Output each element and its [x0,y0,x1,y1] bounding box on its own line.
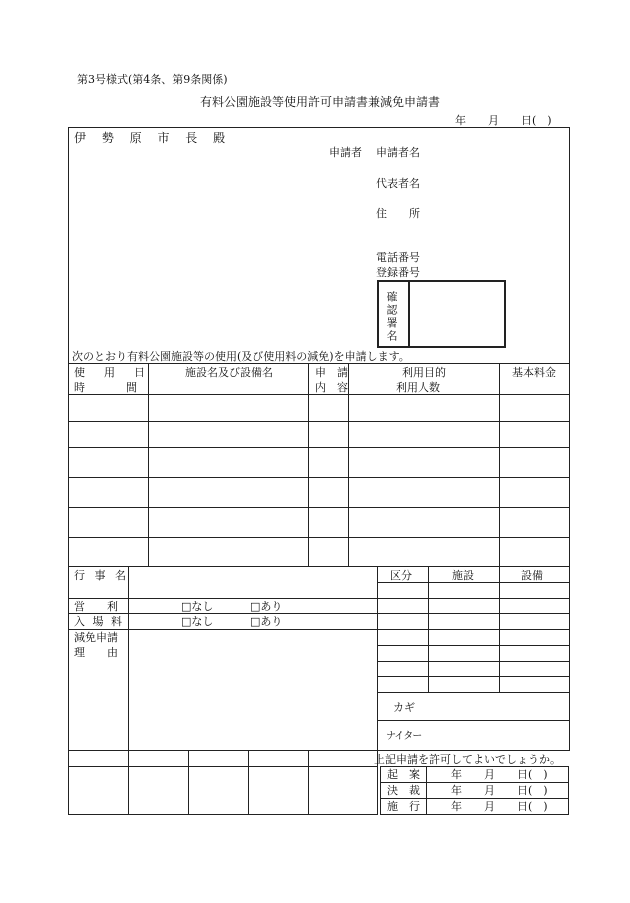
event-row-line [68,629,570,630]
fee-row-line [377,661,570,662]
approval-col-line [426,766,427,815]
stamp-col-line [248,750,249,815]
usage-row-line [68,537,570,538]
fee-category-header: 区分 [390,569,412,582]
approval-decision-date: 年 月 日( ) [451,784,548,797]
event-row-line [68,598,570,599]
usage-row-line [68,507,570,508]
application-date: 年 月 日( ) [455,114,552,127]
header-content-1: 申 請 [315,366,348,379]
stamp-col-line [128,750,129,815]
admission-yes-checkbox[interactable]: □あり [250,615,283,628]
fee-row-line [377,676,570,677]
stamp-row-line [68,766,377,767]
confirm-signature-label: 確認署名 [385,291,398,343]
event-name-label: 行 事 名 [74,569,129,582]
intro-sentence: 次のとおり有料公園施設等の使用(及び使用料の減免)を申請します。 [72,350,410,363]
approval-row-line [380,798,569,799]
nighter-label: ナイター [386,731,422,742]
profit-none-checkbox[interactable]: □なし [181,600,214,613]
approval-enforce-label: 施 行 [387,800,420,813]
profit-label: 営 利 [74,600,118,613]
usage-col-line [308,363,309,566]
event-label-col [128,566,129,750]
approval-decision-label: 決 裁 [387,784,420,797]
stamp-col-line [308,750,309,815]
usage-row-line [68,447,570,448]
fee-row-line [377,582,570,583]
approval-draft-label: 起 案 [387,768,420,781]
fee-row-line [377,720,570,721]
fee-equipment-header: 設備 [521,569,543,582]
stamp-col-line [188,750,189,815]
fee-facility-header: 施設 [452,569,474,582]
header-facility: 施設名及び設備名 [185,366,273,379]
approval-question: 上記申請を許可してよいでしょうか。 [374,753,561,766]
key-label: カギ [393,701,415,714]
header-attendees: 利用人数 [396,381,440,394]
approval-row-line [380,782,569,783]
header-usage-time: 時 間 [74,381,139,394]
application-frame [68,127,570,815]
profit-yes-checkbox[interactable]: □あり [250,600,283,613]
address-label: 住 所 [376,207,420,220]
usage-col-line [148,363,149,566]
fee-row-line [377,692,570,693]
header-content-2: 内 容 [315,381,348,394]
usage-table-top [68,363,570,364]
header-basic-fee: 基本料金 [512,366,556,379]
reduction-reason-label-2: 理 由 [74,646,118,659]
addressee: 伊 勢 原 市 長 殿 [74,131,232,145]
header-purpose: 利用目的 [402,366,446,379]
form-number: 第3号様式(第4条、第9条関係) [77,73,228,86]
page-title: 有料公園施設等使用許可申請書兼減免申請書 [200,95,441,109]
admission-label: 入 場 料 [74,615,124,628]
admission-none-checkbox[interactable]: □なし [181,615,214,628]
usage-row-line [68,421,570,422]
applicant-name-label: 申請者名 [376,146,420,159]
approval-draft-date: 年 月 日( ) [451,768,548,781]
registration-label: 登録番号 [376,266,420,279]
confirm-divider [408,280,410,348]
fee-row-line [377,645,570,646]
approval-enforce-date: 年 月 日( ) [451,800,548,813]
representative-label: 代表者名 [376,177,420,190]
header-usage-date: 使 用 日 [74,366,149,379]
usage-row-line [68,477,570,478]
usage-row-line [68,394,570,395]
usage-col-line [348,363,349,566]
phone-label: 電話番号 [376,251,420,264]
fee-table-left [377,566,378,750]
reduction-reason-label: 減免申請 [74,631,118,644]
usage-row-line [68,566,570,567]
event-row-line [68,613,570,614]
usage-col-line [499,363,500,566]
applicant-label: 申請者 [329,146,362,159]
